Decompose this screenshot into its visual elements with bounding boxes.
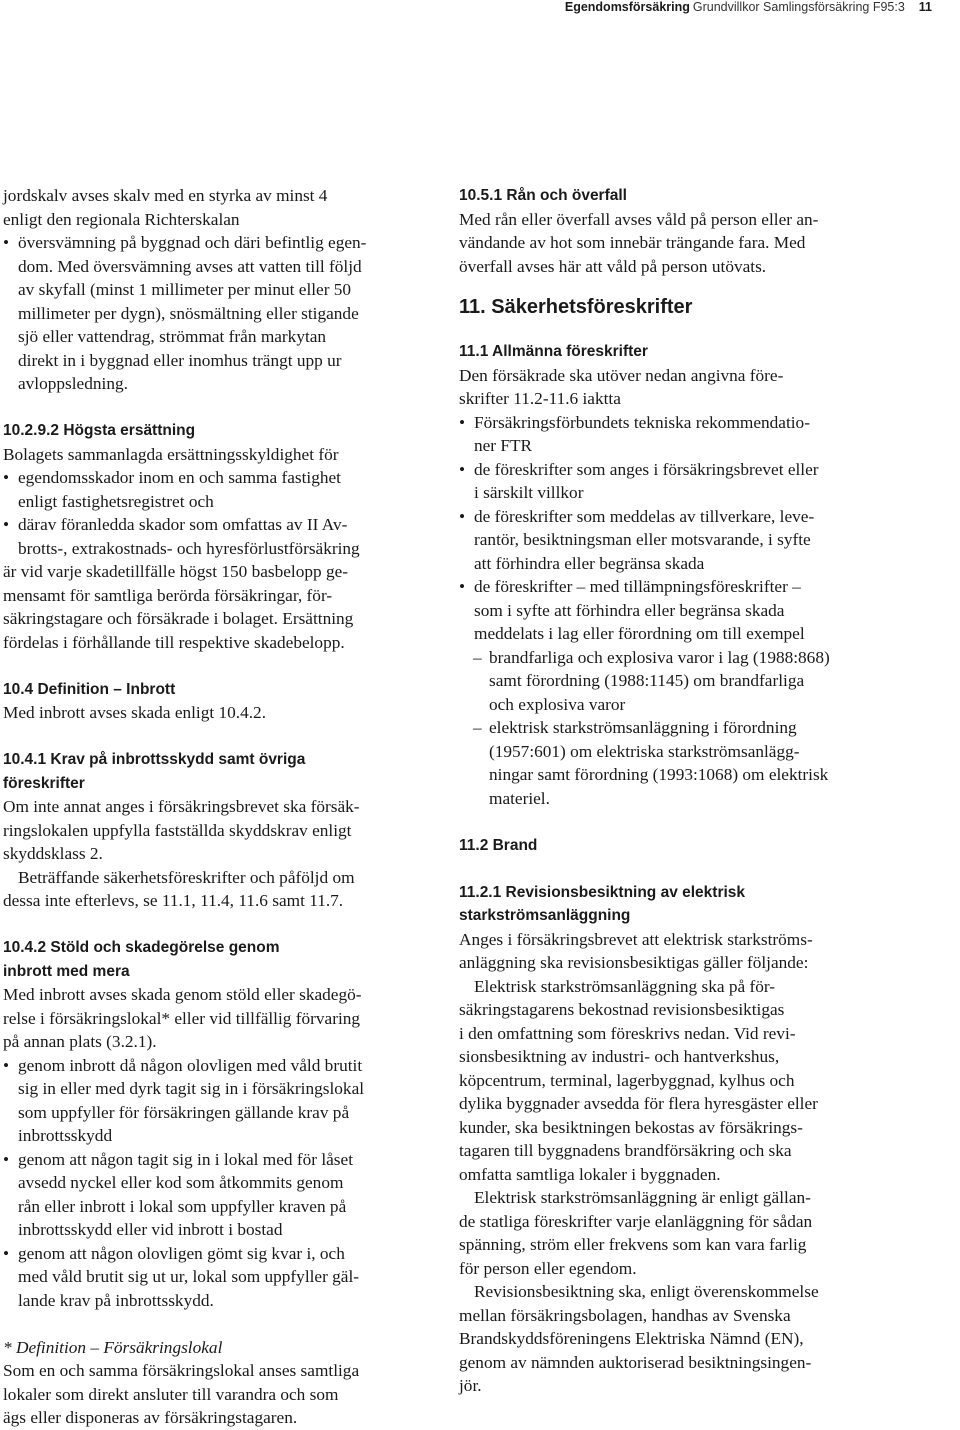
section-text: Med inbrott avses skada genom stöld eller skadegö- relse i försäkringslokal* eller vid tillfällig förvaring på annan plats (3.2.1). bbox=[3, 985, 362, 1051]
sub-list-item: – elektrisk starkströmsanläggning i förordning (1957:601) om elektriska starkströmsanlägg- ningar samt förordning (1993:1068) om elektrisk materiel. bbox=[473, 718, 829, 808]
section-lead: Den försäkrade ska utöver nedan angivna före- skrifter 11.2-11.6 iaktta bbox=[459, 365, 784, 408]
right-column bbox=[459, 184, 899, 1398]
list-item: • därav föranledda skador som omfattas av II Av- brotts-, extrakostnads- och hyresförlustförsäkring bbox=[3, 515, 360, 558]
chapter-heading-11: 11. Säkerhetsföreskrifter bbox=[459, 296, 693, 318]
section-text: Beträffande säkerhetsföreskrifter och påföljd om dessa inte efterlevs, se 11.1, 11.4, 11.6 samt 11.7. bbox=[3, 867, 355, 910]
section-lead: Bolagets sammanlagda ersättningsskyldighet för bbox=[3, 444, 339, 464]
section-text: Med inbrott avses skada enligt 10.4.2. bbox=[3, 703, 267, 722]
list-item: • genom att någon tagit sig in i lokal med för låset avsedd nyckel eller kod som åtkommits genom rån eller inbrott i lokal som uppfyller kraven på inbrottsskydd eller vid inbrott i bostad bbox=[3, 1149, 353, 1239]
section-text: Om inte annat anges i försäkringsbrevet ska försäk- ringslokalen uppfylla fastställda skyddskrav enligt skyddsklass 2. bbox=[3, 797, 360, 863]
section-heading-10-2-9-2: 10.2.9.2 Högsta ersättning bbox=[3, 422, 196, 439]
header-brand: Egendomsförsäkring bbox=[564, 0, 690, 14]
list-item: • genom inbrott då någon olovligen med våld brutit sig in eller med dyrk tagit sig in i försäkringslokal som uppfyller för försäkringen gällande krav på inbrottsskydd bbox=[3, 1055, 365, 1145]
section-heading-10-4-2: 10.4.2 Stöld och skadegörelse genom inbrott med mera bbox=[3, 939, 280, 980]
list-item: • egendomsskador inom en och samma fastighet enligt fastighetsregistret och bbox=[3, 468, 341, 511]
bullet-marker: • bbox=[3, 233, 10, 252]
section-text: är vid varje skadetillfälle högst 150 basbelopp ge- mensamt för samtliga berörda försäkringar, för- säkringstagare och försäkrade i bolaget. Ersättning fördelas i förhållande till respektive skadebelopp. bbox=[3, 562, 354, 652]
footnote-heading: * Definition – Försäkringslokal bbox=[3, 1337, 223, 1357]
section-heading-11-2-1: 11.2.1 Revisionsbesiktning av elektrisk starkströmsanläggning bbox=[459, 883, 746, 924]
list-item: • de föreskrifter som anges i försäkringsbrevet eller i särskilt villkor bbox=[459, 459, 819, 502]
list-item: • genom att någon olovligen gömt sig kvar i, och med våld brutit sig ut ur, lokal som uppfyller gäl- lande krav på inbrottsskydd. bbox=[3, 1243, 360, 1310]
footnote-text: Som en och samma försäkringslokal anses samtliga lokaler som direkt ansluter till varandra och som ägs eller disponeras av försäkringstagaren. bbox=[3, 1361, 360, 1427]
section-text: Elektrisk starkströmsanläggning ska på för- säkringstagarens bekostnad revisionsbesiktigas i den omfattning som föreskrivs nedan. Vid revi- sionsbesiktning av industri- och hantverkshus, köpcentrum, terminal, lagerbyggnad, kylhus och dylika byggnader avsedda för flera hyresgäster eller kunder, ska besiktningen bekostas av försäkrings- tagaren till byggnadens brandförsäkring och ska omfatta samtliga lokaler i byggnaden. bbox=[459, 976, 818, 1184]
bullet-flooding: • översvämning på byggnad och däri befintlig egen- dom. Med översvämning avses att vatten till följd av skyfall (minst 1 millimeter per minut eller 50 millimeter per dygn), snösmältning eller stigande sjö eller vattendrag, strömmat från markytan direkt in i byggnad eller inomhus trängt upp ur avloppsledning. bbox=[3, 233, 367, 393]
left-column bbox=[3, 184, 443, 1430]
section-text: Med rån eller överfall avses våld på person eller an- vändande av hot som innebär trängande fara. Med överfall avses här att våld på person utövats. bbox=[459, 209, 819, 276]
section-heading-11-1: 11.1 Allmänna föreskrifter bbox=[459, 343, 648, 360]
section-text: Elektrisk starkströmsanläggning är enligt gällan- de statliga föreskrifter varje elanläggning för sådan spänning, ström eller frekvens som kan vara farlig för person eller egendom. bbox=[459, 1188, 813, 1278]
list-item: • de föreskrifter – med tillämpningsföreskrifter – som i syfte att förhindra eller begränsa skada meddelats i lag eller förordning om till exempel bbox=[459, 577, 805, 643]
section-heading-10-5-1: 10.5.1 Rån och överfall bbox=[459, 187, 627, 204]
page-number: 11 bbox=[918, 0, 932, 14]
section-heading-10-4: 10.4 Definition – Inbrott bbox=[3, 680, 176, 698]
section-heading-10-4-1: 10.4.1 Krav på inbrottsskydd samt övriga föreskrifter bbox=[3, 751, 306, 792]
list-item: • Försäkringsförbundets tekniska rekommendatio- ner FTR bbox=[459, 412, 810, 455]
section-text: Revisionsbesiktning ska, enligt överenskommelse mellan försäkringsbolagen, handhas av Svenska Brandskyddsföreningens Elektriska Nämnd (EN), genom av nämnden auktoriserad besiktningsingen- jör. bbox=[459, 1282, 819, 1395]
page-header bbox=[565, 0, 932, 14]
header-subtitle: Grundvillkor Samlingsförsäkring F95:3 bbox=[692, 0, 905, 14]
section-text: Anges i försäkringsbrevet att elektrisk starkströms- anläggning ska revisionsbesiktigas gäller följande: bbox=[459, 929, 813, 972]
sub-list-item: – brandfarliga och explosiva varor i lag (1988:868) samt förordning (1988:1145) om brandfarliga och explosiva varor bbox=[473, 647, 830, 714]
intro-text: jordskalv avses skalv med en styrka av minst 4 enligt den regionala Richterskalan bbox=[3, 186, 328, 229]
list-item: • de föreskrifter som meddelas av tillverkare, leve- rantör, besiktningsman eller motsvarande, i syfte att förhindra eller begränsa skada bbox=[459, 506, 815, 573]
section-heading-11-2: 11.2 Brand bbox=[459, 836, 538, 854]
